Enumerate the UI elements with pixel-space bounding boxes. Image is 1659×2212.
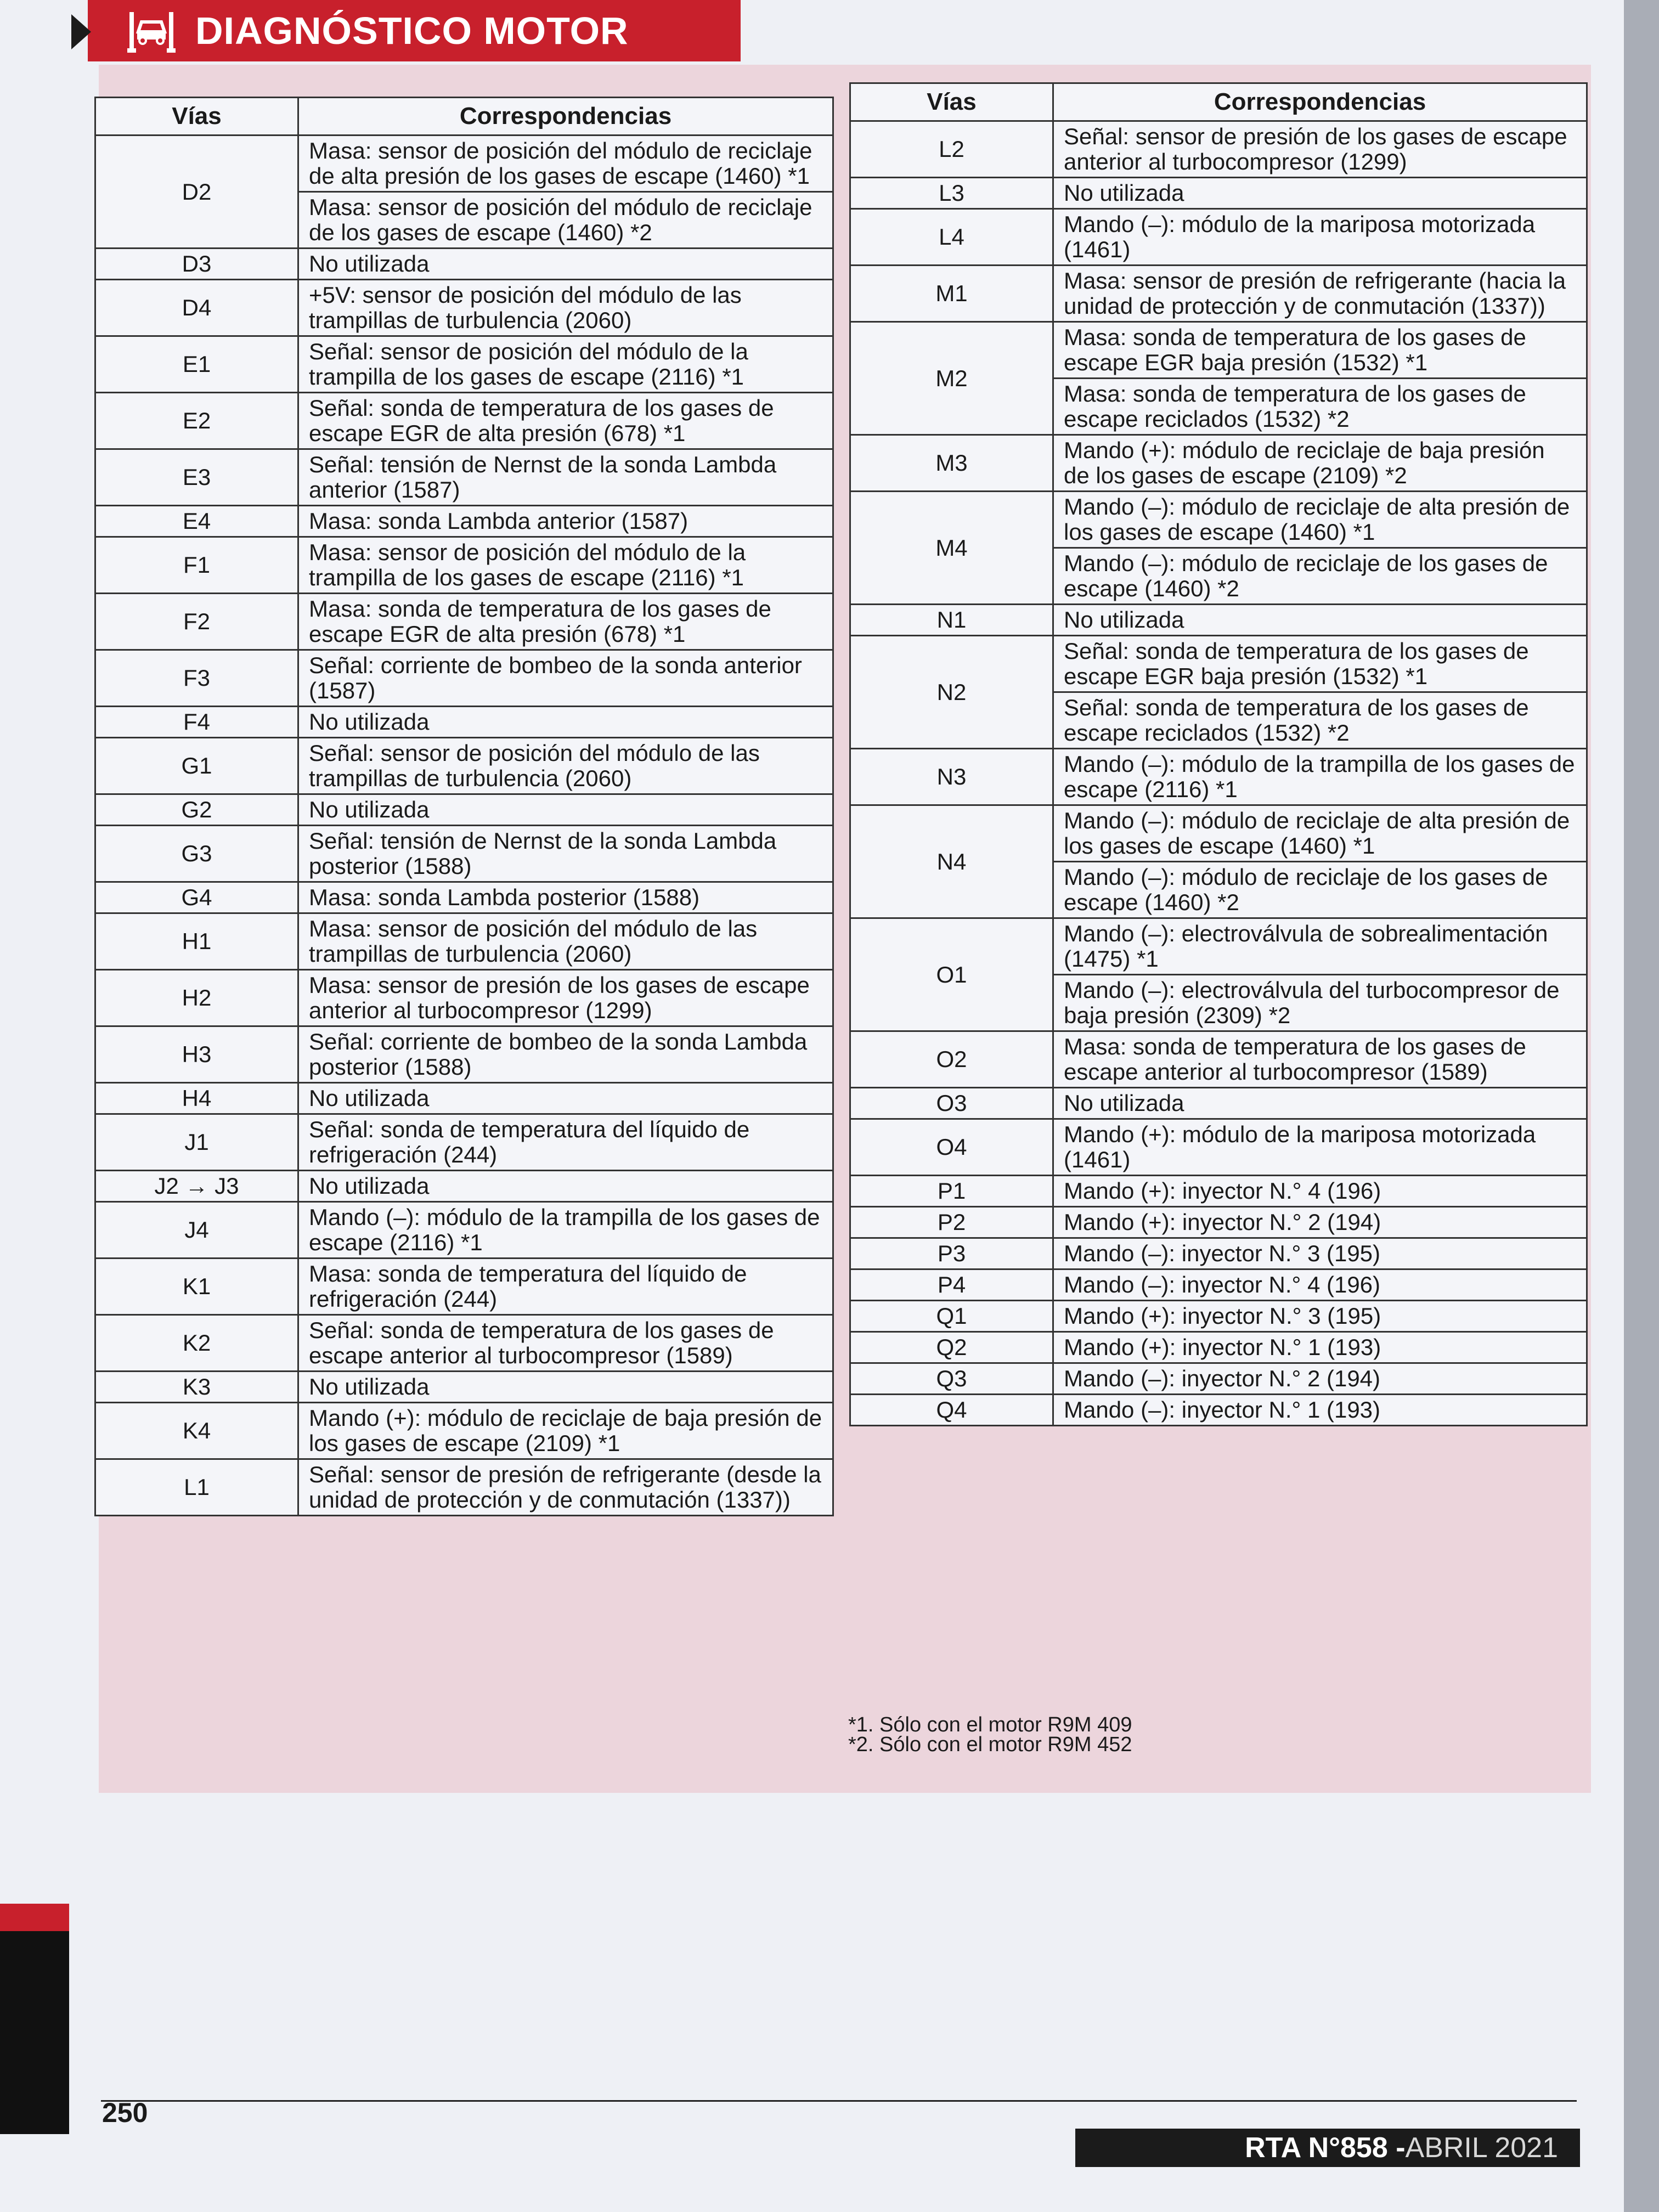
- table-row: [95, 1315, 833, 1372]
- pin-correspondence: Mando (+): módulo de reciclaje de baja presión de los gases de escape (2109) *1: [298, 1403, 833, 1459]
- pin-correspondence: No utilizada: [1053, 1088, 1587, 1119]
- pin-via: H4: [95, 1083, 298, 1114]
- car-lift-icon: [124, 8, 179, 54]
- pin-via: O2: [850, 1031, 1053, 1088]
- column-header-vias: Vías: [95, 98, 298, 136]
- pin-correspondence: +5V: sensor de posición del módulo de las trampillas de turbulencia (2060): [298, 280, 833, 336]
- pinout-table-right: [849, 82, 1588, 1426]
- pin-correspondence: Señal: sonda de temperatura de los gases de escape anterior al turbocompresor (1589): [298, 1315, 833, 1372]
- pin-correspondence: No utilizada: [298, 1372, 833, 1403]
- pin-correspondence: Mando (+): módulo de reciclaje de baja presión de los gases de escape (2109) *2: [1053, 435, 1587, 492]
- table-row: [850, 1395, 1587, 1426]
- pin-correspondence: Señal: sonda de temperatura de los gases de escape EGR baja presión (1532) *1: [1053, 636, 1587, 692]
- pin-correspondence: Mando (+): inyector N.° 1 (193): [1053, 1332, 1587, 1363]
- table-row: [850, 605, 1587, 636]
- side-bar-accent: [0, 1904, 69, 1931]
- pin-via: K2: [95, 1315, 298, 1372]
- pin-via: E1: [95, 336, 298, 393]
- pin-via: G2: [95, 794, 298, 826]
- pin-correspondence: Masa: sensor de posición del módulo de reciclaje de los gases de escape (1460) *2: [298, 192, 833, 249]
- pin-via: F4: [95, 707, 298, 738]
- table-row: [850, 1301, 1587, 1332]
- pin-via: K4: [95, 1403, 298, 1459]
- pin-correspondence: No utilizada: [298, 1083, 833, 1114]
- header-arrow-icon: [71, 14, 91, 49]
- section-header: [88, 0, 741, 61]
- pinout-table-left: [94, 97, 834, 1516]
- table-row: [95, 1202, 833, 1259]
- table-row: [850, 1207, 1587, 1238]
- pin-via: E2: [95, 393, 298, 449]
- pin-correspondence: Masa: sensor de posición del módulo de la trampilla de los gases de escape (2116) *1: [298, 537, 833, 594]
- table-row: [850, 121, 1587, 178]
- table-row: [850, 178, 1587, 209]
- table-row: [95, 136, 833, 192]
- table-row: [95, 826, 833, 882]
- footnotes: [848, 1715, 1132, 1754]
- pin-via: O4: [850, 1119, 1053, 1176]
- pin-correspondence: Masa: sonda Lambda anterior (1587): [298, 506, 833, 537]
- pin-via: L2: [850, 121, 1053, 178]
- pin-correspondence: Mando (+): inyector N.° 3 (195): [1053, 1301, 1587, 1332]
- table-row: [850, 492, 1587, 548]
- pin-correspondence: No utilizada: [1053, 178, 1587, 209]
- table-row: [850, 749, 1587, 805]
- pin-correspondence: Masa: sonda de temperatura de los gases de escape EGR de alta presión (678) *1: [298, 594, 833, 650]
- pin-correspondence: Mando (+): módulo de la mariposa motorizada (1461): [1053, 1119, 1587, 1176]
- table-row: [850, 435, 1587, 492]
- table-row: [95, 1026, 833, 1083]
- pin-via: P2: [850, 1207, 1053, 1238]
- pin-via: F1: [95, 537, 298, 594]
- table-row: [95, 537, 833, 594]
- table-row: [95, 1171, 833, 1202]
- pin-correspondence: Masa: sonda de temperatura de los gases de escape anterior al turbocompresor (1589): [1053, 1031, 1587, 1088]
- pin-correspondence: Mando (–): inyector N.° 2 (194): [1053, 1363, 1587, 1395]
- table-row: [95, 1083, 833, 1114]
- pin-correspondence: Señal: tensión de Nernst de la sonda Lambda posterior (1588): [298, 826, 833, 882]
- pin-correspondence: Señal: sensor de presión de los gases de escape anterior al turbocompresor (1299): [1053, 121, 1587, 178]
- pin-correspondence: Mando (–): módulo de reciclaje de los gases de escape (1460) *2: [1053, 548, 1587, 605]
- pin-correspondence: Mando (–): inyector N.° 1 (193): [1053, 1395, 1587, 1426]
- table-row: [95, 882, 833, 913]
- pin-correspondence: Señal: sonda de temperatura de los gases de escape reciclados (1532) *2: [1053, 692, 1587, 749]
- table-row: [95, 249, 833, 280]
- column-header-correspondencias: Correspondencias: [1053, 83, 1587, 121]
- pin-correspondence: Masa: sonda Lambda posterior (1588): [298, 882, 833, 913]
- pin-correspondence: No utilizada: [298, 1171, 833, 1202]
- pin-via: D4: [95, 280, 298, 336]
- pin-via: M2: [850, 322, 1053, 435]
- pin-via: Q2: [850, 1332, 1053, 1363]
- pin-via: O3: [850, 1088, 1053, 1119]
- pin-via: N1: [850, 605, 1053, 636]
- pin-via: M4: [850, 492, 1053, 605]
- pin-correspondence: Mando (–): módulo de la mariposa motorizada (1461): [1053, 209, 1587, 266]
- pin-via: G1: [95, 738, 298, 794]
- pin-correspondence: Señal: sonda de temperatura del líquido de refrigeración (244): [298, 1114, 833, 1171]
- table-row: [850, 805, 1587, 862]
- pin-via: H3: [95, 1026, 298, 1083]
- table-header-row: [95, 98, 833, 136]
- table-row: [850, 1238, 1587, 1269]
- pin-via: M3: [850, 435, 1053, 492]
- table-row: [95, 970, 833, 1026]
- table-row: [95, 1403, 833, 1459]
- table-row: [850, 1269, 1587, 1301]
- pin-via: J4: [95, 1202, 298, 1259]
- footnote: *2. Sólo con el motor R9M 452: [848, 1733, 1132, 1756]
- pin-correspondence: Mando (–): inyector N.° 3 (195): [1053, 1238, 1587, 1269]
- pin-correspondence: Señal: sensor de posición del módulo de las trampillas de turbulencia (2060): [298, 738, 833, 794]
- pin-via: E3: [95, 449, 298, 506]
- pin-via: L1: [95, 1459, 298, 1516]
- page-edge: [1624, 0, 1659, 2212]
- pin-correspondence: Señal: sensor de posición del módulo de la trampilla de los gases de escape (2116) *1: [298, 336, 833, 393]
- table-row: [95, 393, 833, 449]
- table-row: [850, 1363, 1587, 1395]
- pin-correspondence: No utilizada: [298, 707, 833, 738]
- pin-via: P4: [850, 1269, 1053, 1301]
- table-row: [850, 209, 1587, 266]
- footnote: *1. Sólo con el motor R9M 409: [848, 1713, 1132, 1736]
- pin-correspondence: Señal: corriente de bombeo de la sonda Lambda posterior (1588): [298, 1026, 833, 1083]
- pin-via: N3: [850, 749, 1053, 805]
- table-row: [850, 1031, 1587, 1088]
- table-row: [95, 506, 833, 537]
- pin-via: E4: [95, 506, 298, 537]
- pin-correspondence: Masa: sonda de temperatura de los gases de escape reciclados (1532) *2: [1053, 379, 1587, 435]
- table-row: [95, 794, 833, 826]
- pin-via: K1: [95, 1259, 298, 1315]
- issue-bar: [1075, 2129, 1580, 2167]
- pin-via: G3: [95, 826, 298, 882]
- side-bar: [0, 1904, 69, 2134]
- table-row: [850, 266, 1587, 322]
- page-number: 250: [102, 2097, 148, 2128]
- pin-via: D3: [95, 249, 298, 280]
- pin-correspondence: Masa: sensor de posición del módulo de las trampillas de turbulencia (2060): [298, 913, 833, 970]
- pin-correspondence: Señal: corriente de bombeo de la sonda anterior (1587): [298, 650, 833, 707]
- table-row: [95, 913, 833, 970]
- pin-correspondence: Masa: sensor de presión de refrigerante (hacia la unidad de protección y de conmutación (1337)): [1053, 266, 1587, 322]
- pin-via: J2 → J3: [95, 1171, 298, 1202]
- table-row: [95, 594, 833, 650]
- footer-rule: [101, 2100, 1577, 2102]
- table-row: [850, 1119, 1587, 1176]
- pin-correspondence: Masa: sonda de temperatura del líquido de refrigeración (244): [298, 1259, 833, 1315]
- table-row: [850, 1176, 1587, 1207]
- pin-correspondence: Mando (–): inyector N.° 4 (196): [1053, 1269, 1587, 1301]
- pin-correspondence: Señal: sonda de temperatura de los gases de escape EGR de alta presión (678) *1: [298, 393, 833, 449]
- pin-via: K3: [95, 1372, 298, 1403]
- column-header-vias: Vías: [850, 83, 1053, 121]
- pin-correspondence: Masa: sonda de temperatura de los gases de escape EGR baja presión (1532) *1: [1053, 322, 1587, 379]
- table-row: [95, 650, 833, 707]
- table-row: [95, 1372, 833, 1403]
- pin-correspondence: Mando (+): inyector N.° 2 (194): [1053, 1207, 1587, 1238]
- pin-correspondence: Mando (–): módulo de la trampilla de los gases de escape (2116) *1: [1053, 749, 1587, 805]
- table-row: [850, 636, 1587, 692]
- table-row: [95, 336, 833, 393]
- pin-via: G4: [95, 882, 298, 913]
- table-row: [850, 1332, 1587, 1363]
- table-row: [95, 707, 833, 738]
- pin-correspondence: No utilizada: [1053, 605, 1587, 636]
- pin-correspondence: Mando (–): módulo de reciclaje de alta presión de los gases de escape (1460) *1: [1053, 492, 1587, 548]
- table-row: [95, 1114, 833, 1171]
- pin-correspondence: Señal: sensor de presión de refrigerante (desde la unidad de protección y de conmutación (1337)): [298, 1459, 833, 1516]
- pin-via: Q1: [850, 1301, 1053, 1332]
- column-header-correspondencias: Correspondencias: [298, 98, 833, 136]
- pin-via: Q3: [850, 1363, 1053, 1395]
- pin-via: O1: [850, 918, 1053, 1031]
- pin-correspondence: Mando (–): módulo de reciclaje de alta presión de los gases de escape (1460) *1: [1053, 805, 1587, 862]
- pin-via: F3: [95, 650, 298, 707]
- pin-via: N4: [850, 805, 1053, 918]
- pin-via: H2: [95, 970, 298, 1026]
- pin-correspondence: Mando (–): módulo de la trampilla de los gases de escape (2116) *1: [298, 1202, 833, 1259]
- pin-correspondence: Mando (+): inyector N.° 4 (196): [1053, 1176, 1587, 1207]
- pin-correspondence: No utilizada: [298, 794, 833, 826]
- pin-correspondence: Señal: tensión de Nernst de la sonda Lambda anterior (1587): [298, 449, 833, 506]
- table-row: [850, 1088, 1587, 1119]
- pin-via: N2: [850, 636, 1053, 749]
- pin-via: J1: [95, 1114, 298, 1171]
- pin-via: Q4: [850, 1395, 1053, 1426]
- table-row: [95, 449, 833, 506]
- pin-via: D2: [95, 136, 298, 249]
- pin-correspondence: Mando (–): electroválvula de sobrealimentación (1475) *1: [1053, 918, 1587, 975]
- pin-correspondence: No utilizada: [298, 249, 833, 280]
- issue-date: ABRIL 2021: [1405, 2132, 1558, 2164]
- table-row: [95, 280, 833, 336]
- pin-via: P3: [850, 1238, 1053, 1269]
- section-title: DIAGNÓSTICO MOTOR: [195, 9, 629, 52]
- table-row: [95, 1459, 833, 1516]
- issue-number: RTA N°858 -: [1245, 2132, 1406, 2164]
- pin-via: M1: [850, 266, 1053, 322]
- pin-via: H1: [95, 913, 298, 970]
- pin-via: L3: [850, 178, 1053, 209]
- pin-via: P1: [850, 1176, 1053, 1207]
- table-row: [850, 322, 1587, 379]
- table-row: [95, 738, 833, 794]
- pin-via: L4: [850, 209, 1053, 266]
- table-row: [850, 918, 1587, 975]
- table-row: [95, 1259, 833, 1315]
- pin-correspondence: Mando (–): módulo de reciclaje de los gases de escape (1460) *2: [1053, 862, 1587, 918]
- table-header-row: [850, 83, 1587, 121]
- pin-via: F2: [95, 594, 298, 650]
- pin-correspondence: Masa: sensor de posición del módulo de reciclaje de alta presión de los gases de escape (1460) *1: [298, 136, 833, 192]
- pin-correspondence: Masa: sensor de presión de los gases de escape anterior al turbocompresor (1299): [298, 970, 833, 1026]
- pin-correspondence: Mando (–): electroválvula del turbocompresor de baja presión (2309) *2: [1053, 975, 1587, 1031]
